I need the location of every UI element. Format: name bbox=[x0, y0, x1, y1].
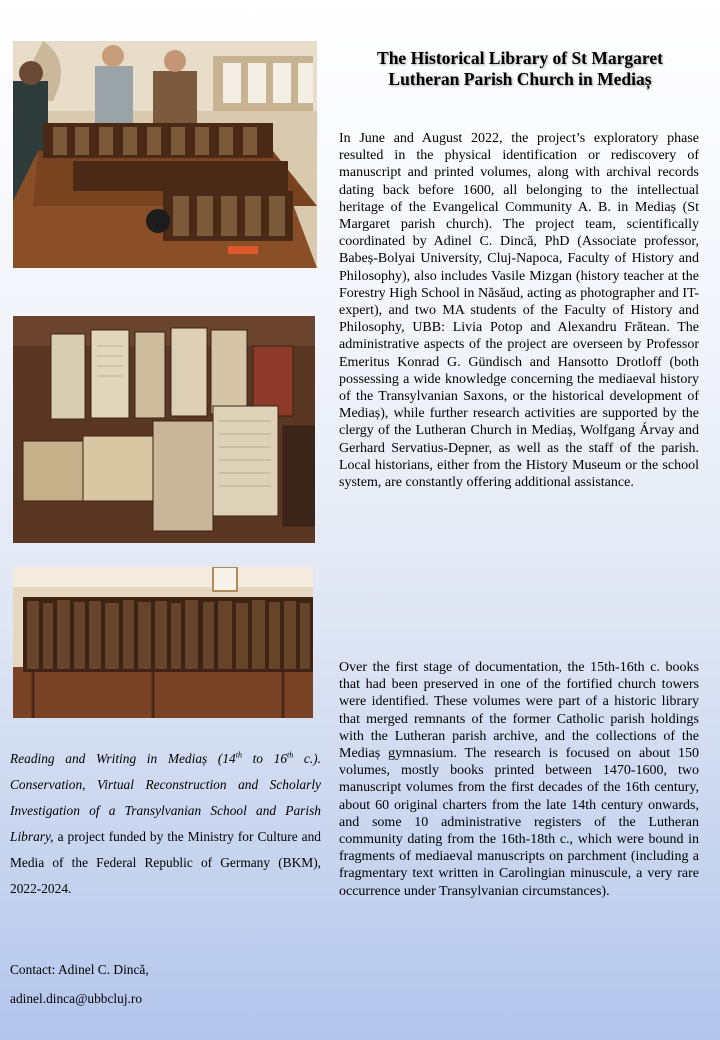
project-title-part-1: Reading and Writing in Mediaș (14 bbox=[10, 751, 236, 766]
page-title bbox=[330, 48, 710, 90]
contact-line: Contact: Adinel C. Dincă, bbox=[10, 962, 149, 977]
project-caption bbox=[10, 746, 321, 902]
superscript-1: th bbox=[235, 750, 242, 760]
photo-team-inspecting-books bbox=[13, 41, 317, 268]
body-paragraph-2: Over the first stage of documentation, the 15th-16th c. books that had been preserved in one of the fortified church towers were identified. These volumes were part of a historic library that merged remnants of the former Catholic parish holdings with the Lutheran parish archive, and the collections of the Mediaș gymnasium. The research is focused on about 150 volumes, mostly books printed between 1470-1600, two manuscript volumes from the first decades of the 16th century, about 60 original charters from the late 14th century onwards, and some 10 administrative registers of the Lutheran community dating from the 16th-18th c., which were bound in fragments of mediaeval manuscripts on parchment (including a fragmentary text written in Carolingian minuscule, a very rare occurrence under Transylvanian circumstances). bbox=[339, 660, 699, 899]
project-title-part-2: to 16 bbox=[241, 751, 288, 766]
title-line-1: The Historical Library of St Margaret bbox=[377, 48, 663, 68]
title-line-2: Lutheran Parish Church in Mediaș bbox=[388, 69, 652, 89]
photo-manuscript-bindings bbox=[13, 316, 315, 543]
photo-row-of-volumes bbox=[13, 567, 313, 718]
contact-email-link[interactable]: adinel.dinca@ubbcluj.ro bbox=[10, 991, 143, 1006]
body-paragraph-1: In June and August 2022, the project’s exploratory phase resulted in the physical identification or rediscovery of manuscript and printed volumes, along with archival records dating back before 1600, all belonging to the intellectual heritage of the Evangelical Community A. B. in Mediaș (St Margaret parish church). The project team, scientifically coordinated by Adinel C. Dincă, PhD (Associate professor, Babeș-Bolyai University, Cluj-Napoca, Faculty of History and Philosophy), also includes Vasile Mizgan (history teacher at the Forestry High School in Năsăud, acting as photographer and IT-expert), and two MA students of the Faculty of History and Philosophy, UBB: Livia Potop and Alexandru Frătean. The administrative aspects of the project are overseen by Professor Emeritus Konrad G. Gündisch and Hansotto Drotloff (both possessing a wide knowledge concerning the mediaeval history of the Transylvanian Saxons, or the historical development of Mediaș), while further research activities are supported by the clergy of the Lutheran Church in Mediaș, Wolfgang Árvay and Gerhard Servatius-Depner, as well as the staff of the parish. Local historians, either from the History Museum or the school system, are constantly offering additional assistance. bbox=[339, 131, 699, 491]
funding-statement: a project funded by the Ministry for Culture and Media of the Federal Republic of Germany (BKM), 2022-2024. bbox=[10, 829, 321, 896]
project-title-part-3: c.). Conservation, Virtual Reconstruction and Scholarly Investigation of a Transylvanian School and Parish Library, bbox=[10, 751, 321, 844]
superscript-2: th bbox=[287, 750, 294, 760]
